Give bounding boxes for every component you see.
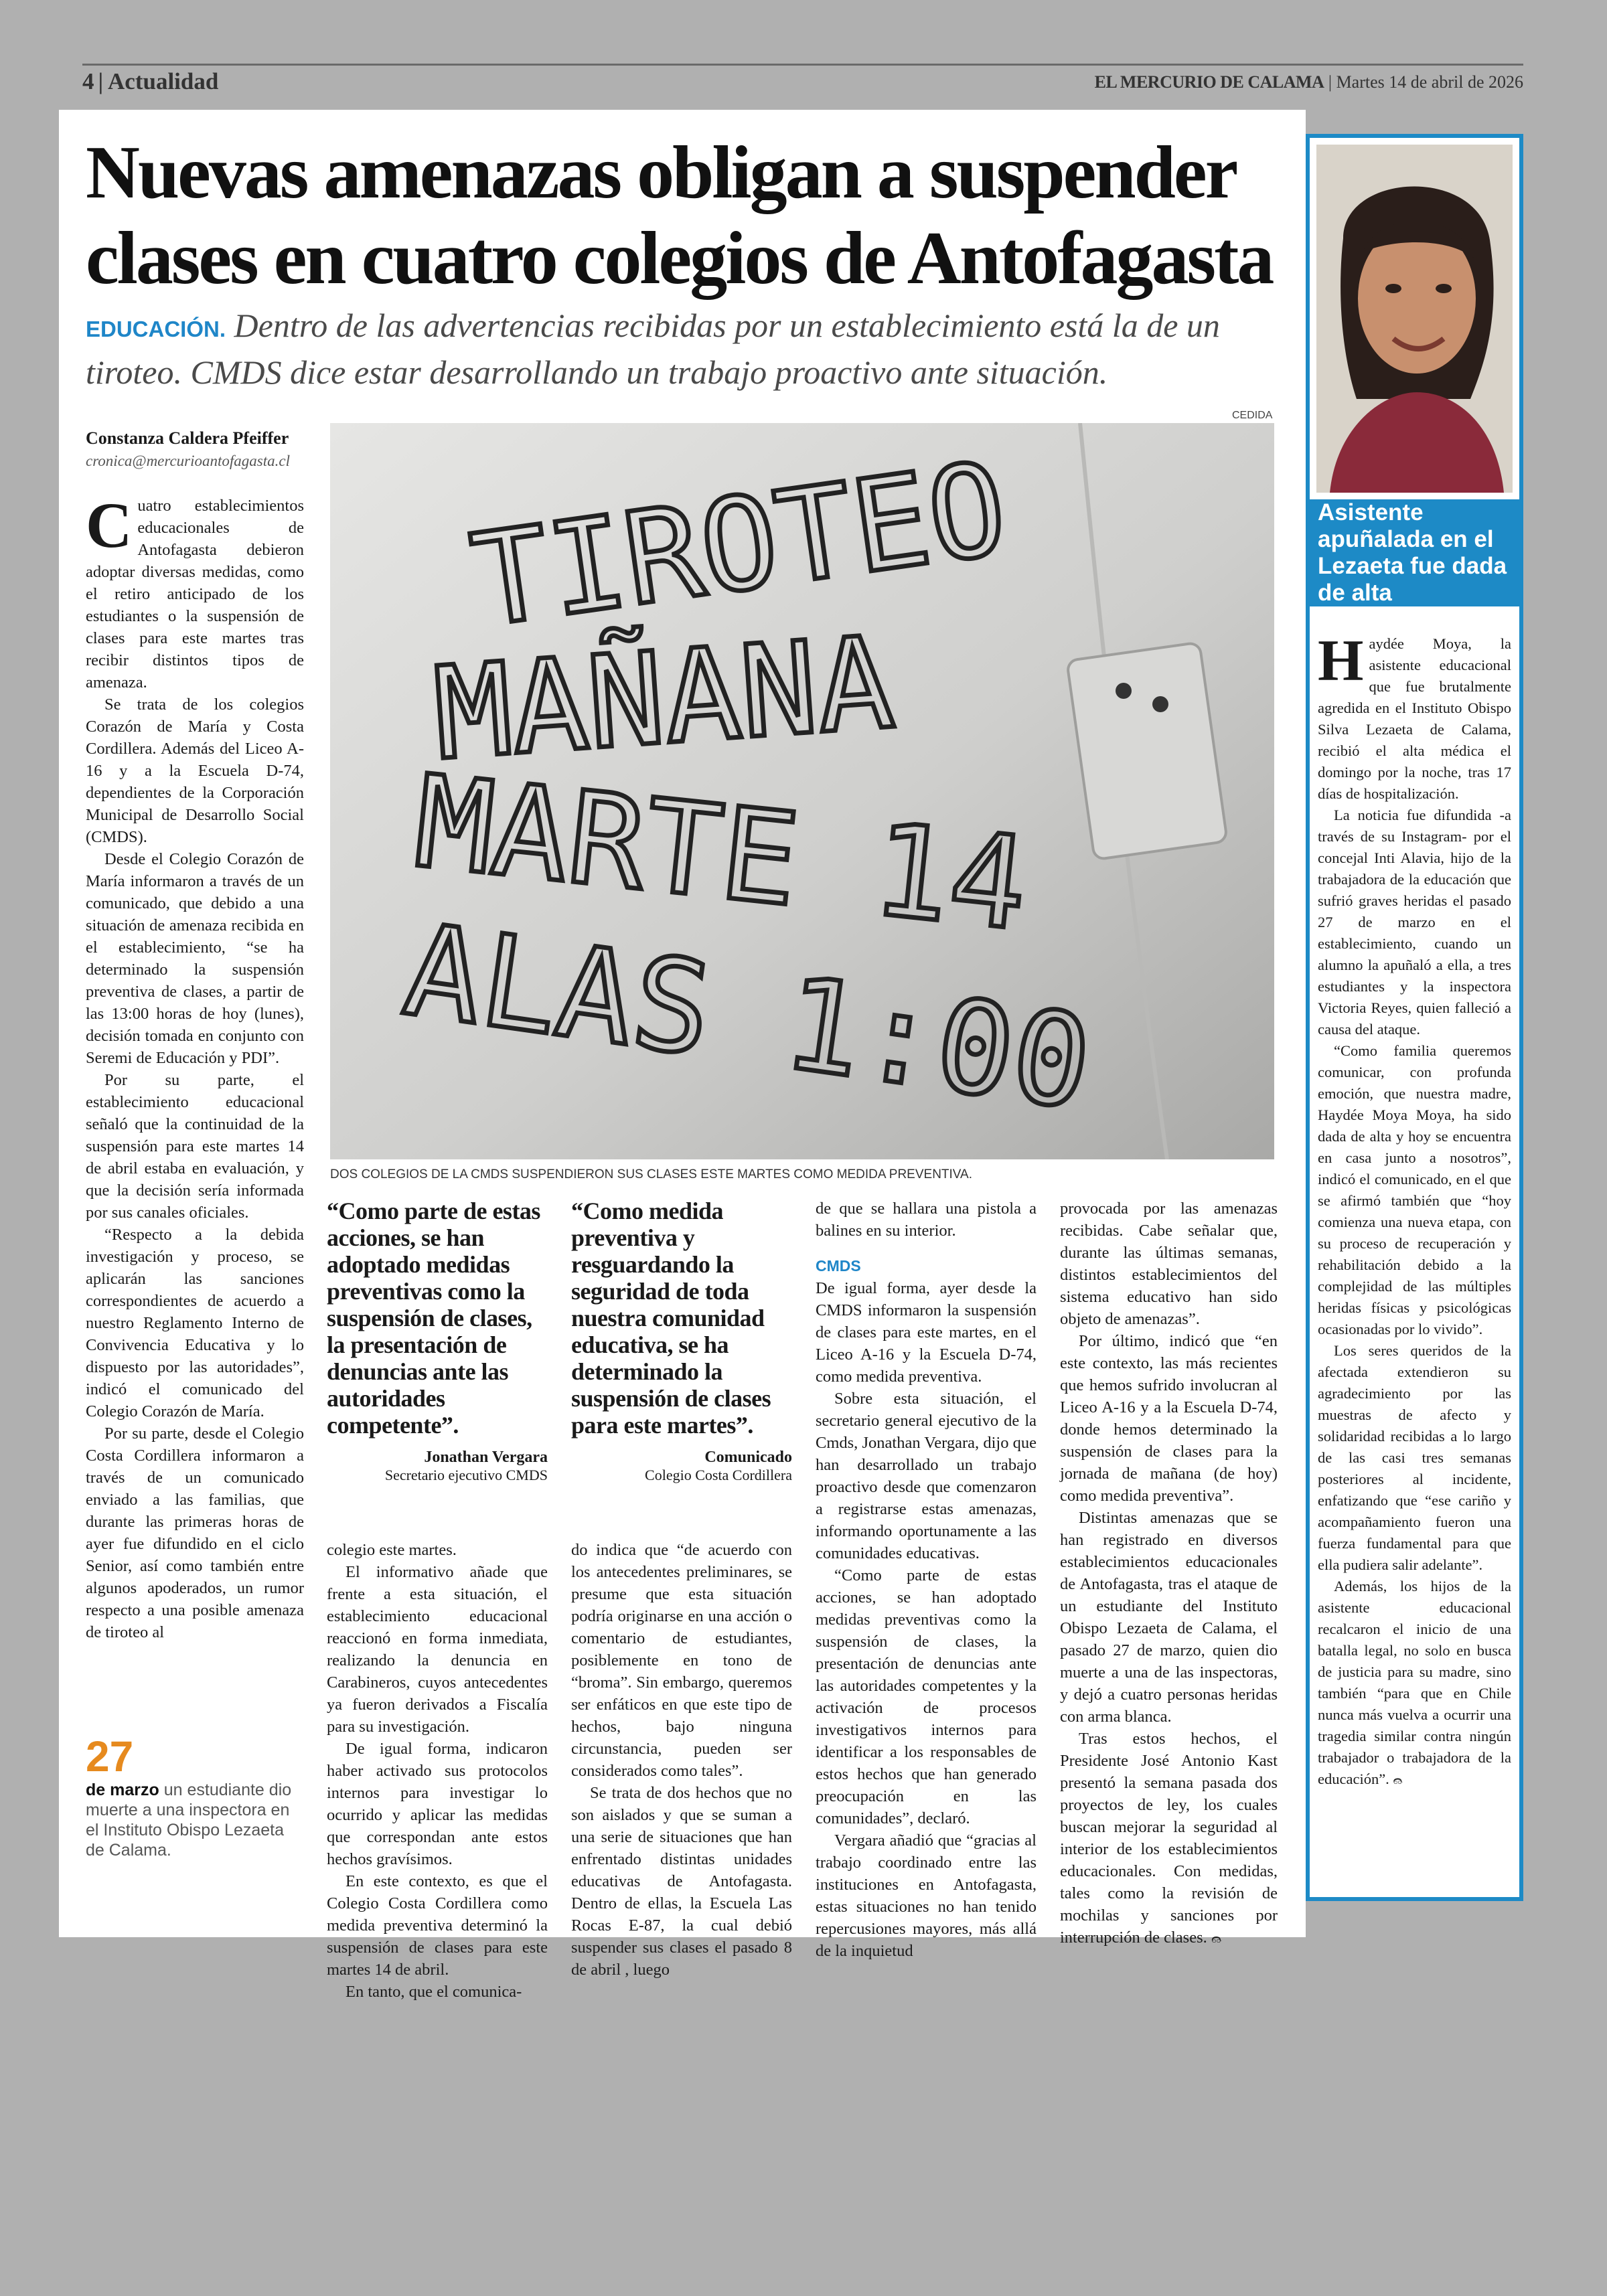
article-column-3 [571,1539,792,1981]
sidebar-box [1306,134,1523,1901]
paragraph: Por su parte, desde el Colegio Costa Cordillera informaron a través de un comunicado enviado a las familias, que durante las primeras horas de ayer fue difundido en el ciclo Senior, así como también entre algunos apoderados, un rumor respecto a una posible amenaza de tiroteo al [86,1424,304,1641]
publication-name: EL MERCURIO DE CALAMA [1094,72,1324,92]
section-name: Actualidad [108,68,219,94]
subhead-cmds: CMDS [816,1257,861,1275]
quote-name: Comunicado [704,1449,792,1466]
sidebar-photo [1316,145,1513,493]
fact-body: un estudiante dio muerte a una inspectora en el Instituto Obispo Lezaeta de Calama. [86,1781,292,1860]
paragraph: “Como parte de estas acciones, se han adoptado medidas preventivas como la suspensión de clases, la presentación de denuncias ante las autoridades competentes y la activación de procesos investigativos internos para identificar a los responsables de estos hechos que han generado preocupación en las comunidades”, declaró. [816,1566,1037,1827]
paragraph: provocada por las amenazas recibidas. Cabe señalar que, durante las últimas semanas, distintos establecimientos del sistema educativo han sido objeto de amenazas”. [1060,1200,1278,1328]
fact-bold: de marzo [86,1781,159,1799]
publication-date: Martes 14 de abril de 2026 [1336,72,1523,92]
paragraph [86,489,304,693]
paragraph: El informativo añade que frente a esta situación, el establecimiento educacional reaccionó en forma inmediata, realizando la denuncia en Carabineros, cuyos antecedentes ya fueron derivados a Fiscalía para su investigación. [327,1563,548,1736]
sidebar-body [1318,629,1511,1790]
paragraph: Además, los hijos de la asistente educacional recalcaron el inicio de una batalla legal, no solo en busca de justicia para su madre, sino también “para que en Chile nunca más vuelva a ocurrir una tragedia similar contra ningún trabajador o trabajadora de la educación”. ෬ [1318,1578,1511,1787]
fact-number: 27 [86,1732,134,1781]
article-column-2 [327,1539,548,2003]
publication-info: EL MERCURIO DE CALAMA | Martes 14 de abril de 2026 [1094,72,1523,92]
article-page [59,110,1306,2001]
paragraph: De igual forma, indicaron haber activado sus protocolos internos para investigar lo ocurrido y aplicar las medidas que correspondan ante estos hechos gravísimos. [327,1740,548,1868]
dropcap: H [1318,629,1364,693]
photo-credit: CEDIDA [1232,410,1273,421]
paragraph: do indica que “de acuerdo con los antecedentes preliminares, se presume que esta situación podría originarse en una acción o comentario de estudiantes, posiblemente en tono de “broma”. Sin embargo, queremos ser enfáticos en que este tipo de hechos, bajo ninguna circunstancia, pueden ser considerados como tales”. [571,1541,792,1780]
graffiti-line-4: ALAS 1:00 [396,896,1099,1139]
fact-text [86,1780,307,1860]
article-column-1 [86,489,304,1643]
byline-author: Constanza Caldera Pfeiffer [86,428,289,448]
paragraph: De igual forma, ayer desde la CMDS informaron la suspensión de clases para este martes, en el Liceo A-16 y la Escuela D-74, como medida preventiva. [816,1279,1037,1386]
deck-text: Dentro de las advertencias recibidas por un establecimiento está la de un tiroteo. CMDS dice estar desarrollando un trabajo proactivo ante situación. [86,307,1220,391]
kicker: EDUCACIÓN. [86,317,226,341]
paragraph: Por último, indicó que “en este contexto, las más recientes que hemos sufrido involucran al Liceo A-16 y a la Escuela D-74, donde hemos determinado la suspensión de clases para la jornada de mañana (de hoy) como medida preventiva”. [1060,1332,1278,1505]
section-label: 4 | Actualidad [82,68,219,94]
fact-box [86,1733,307,1860]
paragraph: “Respecto a la debida investigación y proceso, se aplicarán las sanciones correspondientes de acuerdo a nuestro Reglamento Interno de Convivencia Educativa y lo dispuesto por las autoridades”, indicó el comunicado del Colegio Corazón de María. [86,1226,304,1420]
paragraph [1318,629,1511,805]
portrait-photo [1316,145,1513,493]
pull-quote-2: “Como medida preventiva y resguardando la seguridad de toda nuestra comunidad educativa, se ha determinado la suspensión de clases para este martes”. [571,1198,771,1439]
article-column-4 [816,1198,1037,1962]
quote-role: Secretario ejecutivo CMDS [384,1467,548,1483]
byline-email: cronica@mercurioantofagasta.cl [86,453,290,469]
paragraph: Sobre esta situación, el secretario general ejecutivo de la Cmds, Jonathan Vergara, dijo que han desarrollado un trabajo proactivo desde que comenzaron a registrarse estas amenazas, informando oportunamente a las comunidades educativas. [816,1390,1037,1562]
paragraph: Desde el Colegio Corazón de María informaron a través de un comunicado, que debido a una situación de amenaza recibida en el establecimiento, “se ha determinado la suspensión preventiva de clases, a partir de las 13:00 horas de hoy (lunes), decisión tomada en conjunto con Seremi de Educación y PDI”. [86,850,304,1067]
dropcap: C [86,489,133,561]
paragraph-text: uatro establecimientos educacionales de Antofagasta debieron adoptar diversas medidas, como el retiro anticipado de los estudiantes o la suspensión de clases para este martes tras recibir distintos tipos de amenaza. [86,497,304,691]
paragraph: Por su parte, el establecimiento educacional señaló que la continuidad de la suspensión para este martes 14 de abril estaba en evaluación, y que la decisión sería informada por sus canales oficiales. [86,1071,304,1222]
page-number: 4 [82,68,94,94]
graffiti-photo [330,423,1274,1159]
headline: Nuevas amenazas obligan a suspender clases en cuatro colegios de Antofagasta [86,131,1273,300]
deck [86,304,1291,394]
graffiti-line-3: MARTE 14 [408,747,1035,959]
pull-quote-1-attribution [327,1449,548,1484]
paragraph: Vergara añadió que “gracias al trabajo coordinado entre las instituciones en Antofagasta, estas situaciones no han tenido repercusiones mayores, más allá de la inquietud [816,1831,1037,1960]
paragraph: Se trata de los colegios Corazón de María y Costa Cordillera. Además del Liceo A-16 y a la Escuela D-74, dependientes de la Corporación Municipal de Desarrollo Social (CMDS). [86,695,304,846]
quote-name: Jonathan Vergara [424,1449,548,1466]
paragraph: “Como familia queremos comunicar, con profunda emoción, que nuestra madre, Haydée Moya Moya, ha sido dada de alta y hoy se encuentra en casa junto a nosotros”, indicó el comunicado, en el que se afirmó también que “hoy comienza una nueva etapa, con su proceso de recuperación y rehabilitación debido a la complejidad de las múltiples heridas físicas y psicológicas ocasionadas por lo vivido”. [1318,1042,1511,1337]
pull-quote-1: “Como parte de estas acciones, se han adoptado medidas preventivas como la suspensión de clases, la presentación de denuncias ante las autoridades competente”. [327,1198,540,1439]
paragraph: Tras estos hechos, el Presidente José Antonio Kast presentó la semana pasada dos proyectos de ley, los cuales buscan mejorar la seguridad al interior de los establecimientos educacionales. Con medidas, tales como la revisión de mochilas y sanciones por interrupción de clases. ෬ [1060,1730,1278,1947]
article-photo [330,423,1274,1159]
paragraph: Distintas amenazas que se han registrado en diversos establecimientos educacionales de Antofagasta, tras el ataque de un estudiante del Instituto Obispo Lezaeta de Calama, el pasado 27 de marzo, quien dio muerte a una de las inspectoras, y dejó a cuatro personas heridas con arma blanca. [1060,1509,1278,1726]
paragraph-text: aydée Moya, la asistente educacional que fue brutalmente agredida en el Instituto Obispo Silva Lezaeta de Calama, recibió el alta médica el domingo por la noche, tras 17 días de hospitalización. [1318,635,1511,802]
paragraph: colegio este martes. [327,1541,457,1559]
sidebar-title: Asistente apuñalada en el Lezaeta fue dada de alta [1310,499,1519,606]
photo-caption: DOS COLEGIOS DE LA CMDS SUSPENDIERON SUS CLASES ESTE MARTES COMO MEDIDA PREVENTIVA. [330,1167,973,1181]
page-header [82,64,1523,99]
graffiti-line-1: TIROTEO [463,434,1015,656]
paragraph: de que se hallara una pistola a balines en su interior. [816,1200,1037,1240]
paragraph: Los seres queridos de la afectada extendieron su agradecimiento por las muestras de afecto y solidaridad recibidas a lo largo de las casi tres semanas posteriores al incidente, enfatizando que “ese cariño y acompañamiento fueron una fuerza fundamental para que ella pudiera salir adelante”. [1318,1342,1511,1573]
pull-quote-2-attribution [571,1449,792,1484]
paragraph: En tanto, que el comunica- [346,1983,522,2001]
paragraph: La noticia fue difundida -a través de su Instagram- por el concejal Inti Alavia, hijo de la trabajadora de la educación que sufrió graves heridas el pasado 27 de marzo en el establecimiento, cuando un alumno la apuñaló a ella, a tres estudiantes y la inspectora Victoria Reyes, quien falleció a causa del ataque. [1318,807,1511,1038]
paragraph: Se trata de dos hechos que no son aislados y que se suman a una serie de situaciones que han enfrentado distintas unidades educativas de Antofagasta. Dentro de ellas, la Escuela Las Rocas E-87, la cual debió suspender sus clases el pasado 8 de abril , luego [571,1784,792,1979]
quote-role: Colegio Costa Cordillera [645,1467,792,1483]
article-column-5 [1060,1198,1278,1949]
paragraph: En este contexto, es que el Colegio Costa Cordillera como medida preventiva determinó la suspensión de clases para este martes 14 de abril. [327,1872,548,1979]
graffiti-line-2: MAÑANA [429,608,899,789]
